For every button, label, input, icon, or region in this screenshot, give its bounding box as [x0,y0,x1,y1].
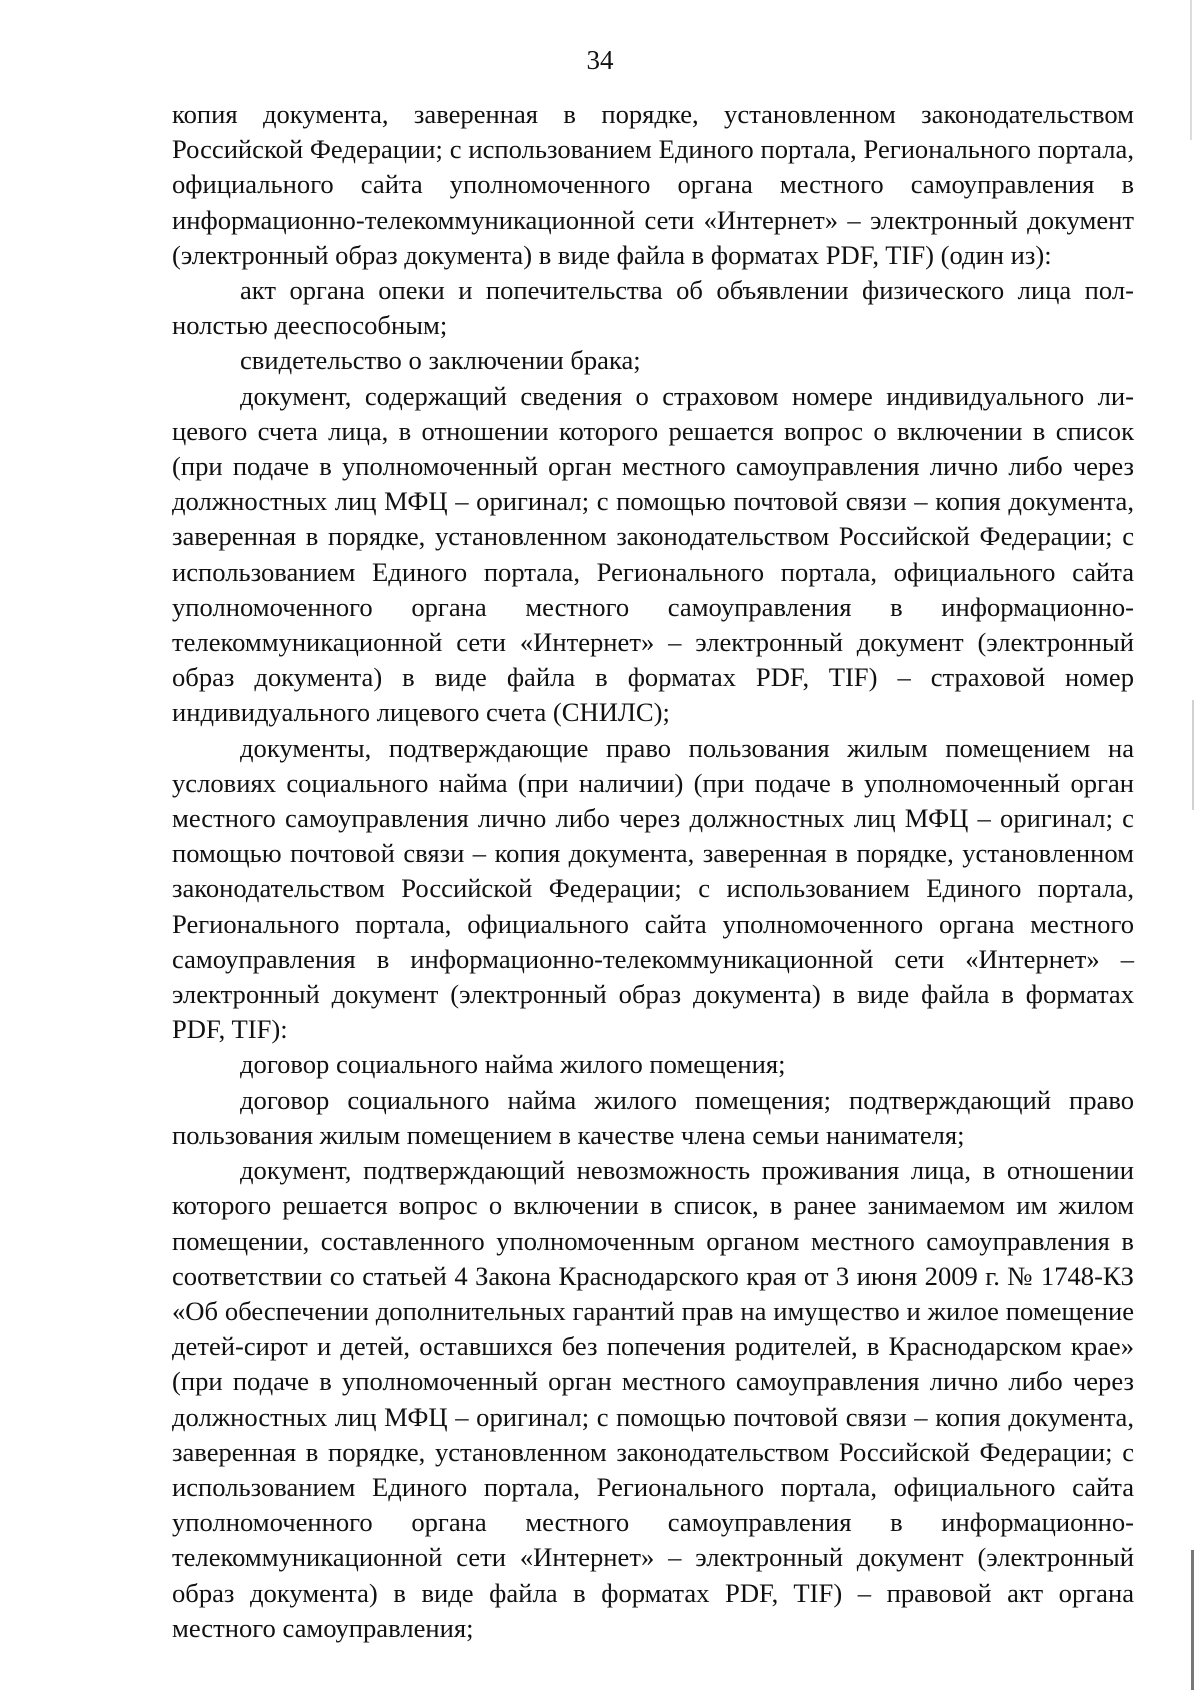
scan-edge-mark [1191,1550,1194,1690]
page-number: 34 [586,45,614,75]
paragraph-snils-document: документ, содержащий сведения о страховом номере индивидуального лицевого счета лица, в отношении которого решается вопрос о включении в список (при подаче в уполномоченный орган местного самоуправления лично либо через должностных лиц МФЦ – оригинал; с помощью почтовой связи – копия документа, заверенная в порядке, установленном законодательством Российской Федерации; с использованием Единого портала, Регионального портала, официального сайта уполномоченного органа местного самоуправления в информационно-телекоммуникационной сети «Интернет» – электронный документ (электронный образ документа) в виде файла в форматах PDF, TIF) – страховой номер индивидуального лицевого счета (СНИЛС); [172,380,1134,728]
paragraph-impossibility-of-residence: документ, подтверждающий невозможность проживания лица, в отношении которого решается вопрос о включении в список, в ранее занимаемом им жилом помещении, составленного уполномоченным органом местного самоуправления в соответствии со статьей 4 Закона Краснодарского края от 3 июня 2009 г. № 1748-КЗ «Об обеспечении дополнительных гарантий прав на имущество и жилое помещение детей-сирот и детей, оставшихся без попечения родителей, в Краснодарском крае» (при подаче в уполномоченный орган местного самоуправления лично либо через должностных лиц МФЦ – оригинал; с помощью почтовой связи – копия документа, заверенная в порядке, установленном законодательством Российской Федерации; с использованием Единого портала, Регионального портала, официального сайта уполномоченного органа местного самоуправления в информационно-телекоммуникационной сети «Интернет» – электронный документ (электронный образ документа) в виде файла в форматах PDF, TIF) – правовой акт органа местного самоуправления; [172,1155,1134,1643]
scan-edge-mark [1192,700,1194,810]
document-body [172,97,1134,1646]
scan-edge-mark [1190,0,1192,140]
paragraph-continuation: копия документа, заверенная в порядке, установленном законодательством Российской Федерации; с использованием Единого портала, Регионального портала, официального сайта уполномоченного органа местного самоуправления в информационно-телекоммуникационной сети «Интернет» – электронный документ (электронный образ документа) в виде файла в форматах PDF, TIF) (один из): [172,99,1134,270]
paragraph-housing-rights-documents: документы, подтверждающие право пользования жилым помещением на условиях социального найма (при наличии) (при подаче в уполномоченный орган местного самоуправления лично либо через должностных лиц МФЦ – оригинал; с помощью почтовой связи – копия документа, заверенная в порядке, установленном законодательством Российской Федерации; с использованием Единого портала, Регионального портала, официального сайта уполномоченного органа местного самоуправления в информационно-телекоммуникационной сети «Интернет» – электронный документ (электронный образ документа) в виде файла в форматах PDF, TIF): [172,732,1134,1045]
paragraph-social-lease-family-member: договор социального найма жилого помещения; подтверждающий право пользования жилым помещением в качестве члена семьи нанимателя; [172,1084,1134,1150]
paragraph-social-lease-contract: договор социального найма жилого помещения; [240,1049,786,1080]
paragraph-guardianship-act: акт органа опеки и попечительства об объявлении физического лица полнолстью дееспособным; [172,275,1134,341]
paragraph-marriage-certificate: свидетельство о заключении брака; [240,345,641,376]
